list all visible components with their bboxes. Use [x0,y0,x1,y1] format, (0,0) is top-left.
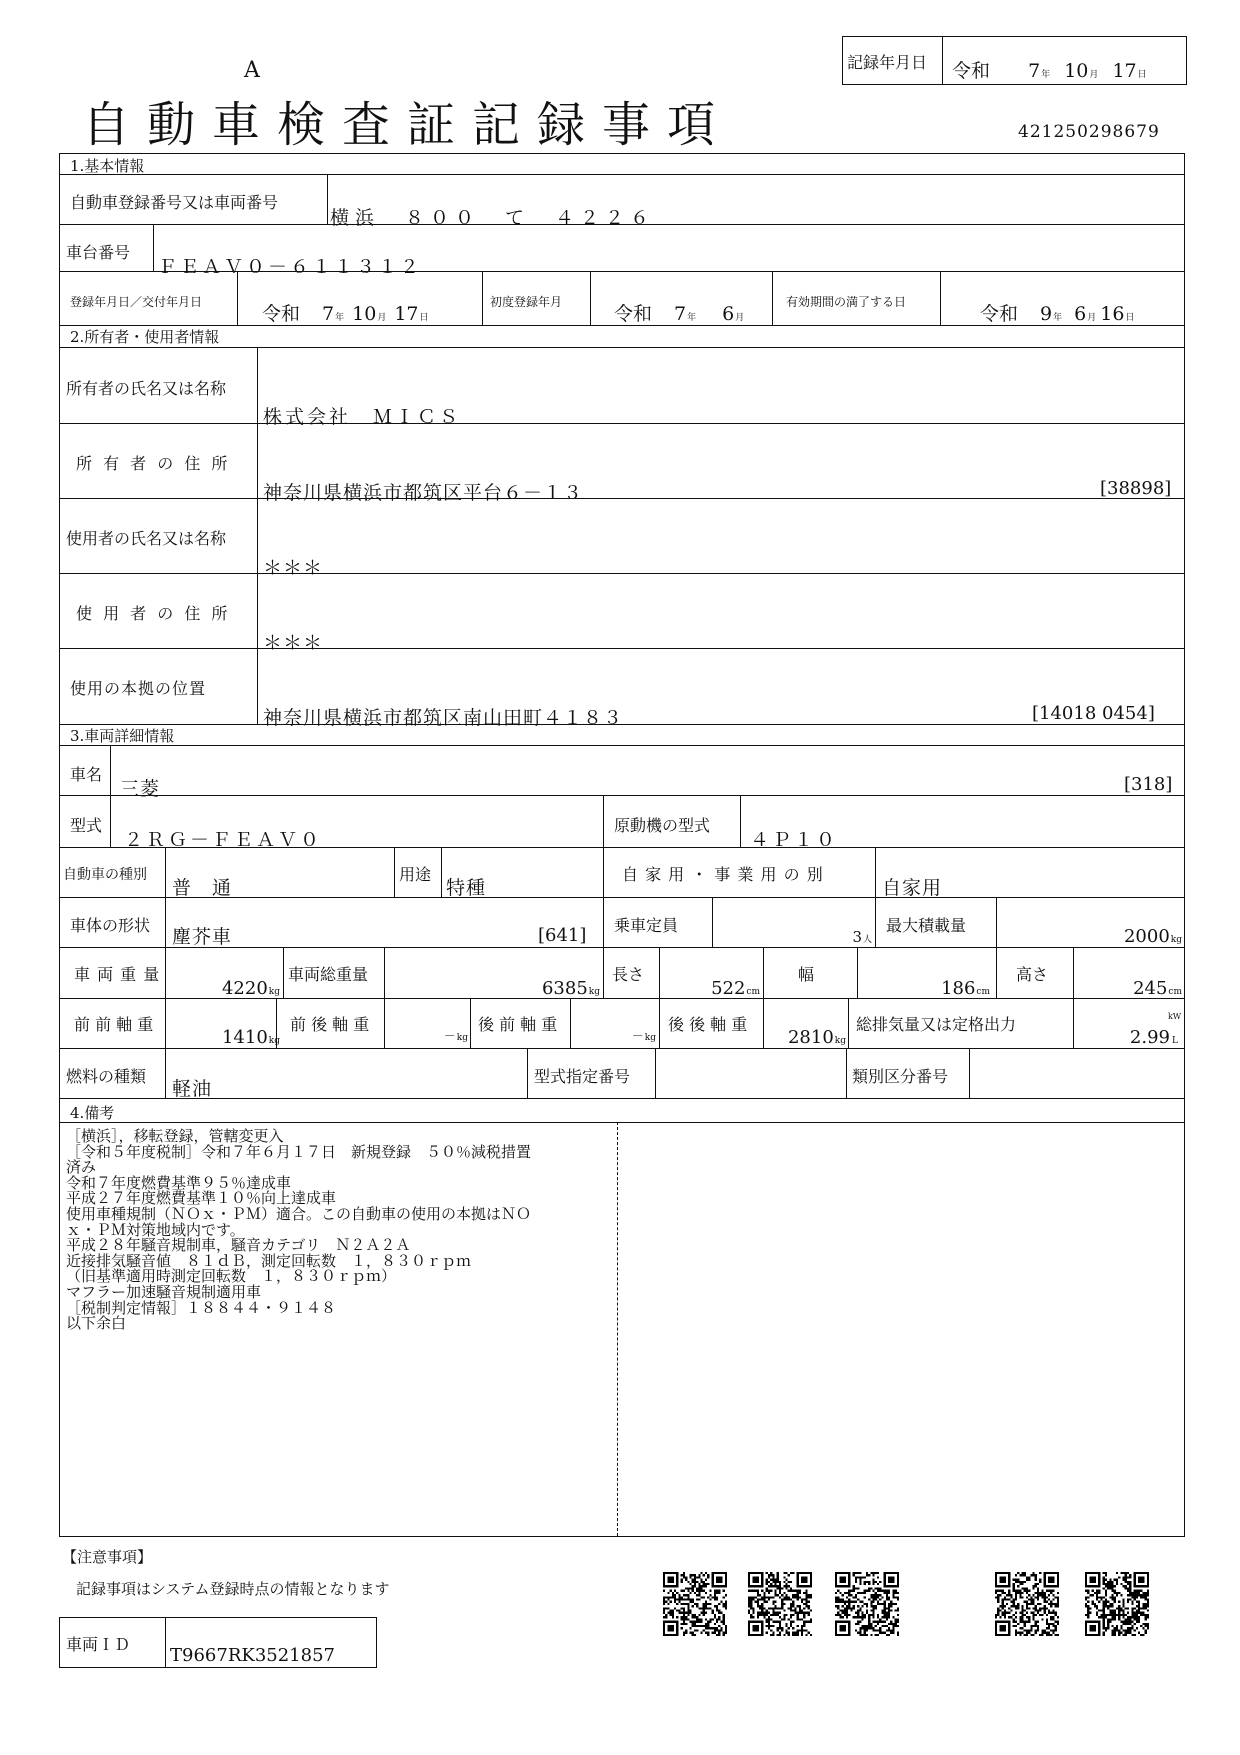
model-label: 型式 [70,816,103,835]
chassis-number: ＦＥＡＶ０－６１１３１２ [158,256,423,278]
max-load: 2000kg [1123,926,1182,947]
section-remarks: 4.備考 [70,1104,115,1122]
remark-line: （旧基準適用時測定回転数 １，８３０ｒｐｍ） [66,1267,397,1286]
base-location-label: 使用の本拠の位置 [70,679,207,698]
owner-name: 株式会社 ＭＩＣＳ [263,406,462,428]
remark-line: ［令和５年度税制］令和７年６月１７日 新規登録 ５０％減税措置 [66,1142,532,1161]
vehicle-name-code: [318] [1124,774,1173,795]
remark-line: 令和７年度燃費基準９５％達成車 [66,1173,292,1192]
rear-front-axle-label: 後 前 軸 重 [478,1015,558,1034]
width-label: 幅 [798,965,815,984]
kind-label: 自動車の種別 [63,867,147,883]
max-load-label: 最大積載量 [886,916,967,935]
model: ２ＲＧ－ＦＥＡＶ０ [124,829,323,851]
vehicle-weight: 4220kg [221,978,280,999]
remark-line: 以下余白 [66,1314,127,1333]
fuel: 軽油 [172,1078,213,1100]
remark-line: 済み [66,1158,97,1177]
reg-date-label: 登録年月日／交付年月日 [70,295,203,309]
section-vehicle-detail: 3.車両詳細情報 [70,727,175,745]
fuel-label: 燃料の種類 [66,1067,147,1086]
length-label: 長さ [612,965,645,984]
record-date-label: 記録年月日 [847,53,928,72]
displacement-unit-l: L [1172,1036,1178,1046]
engine-model-label: 原動機の型式 [614,816,711,835]
body-shape-label: 車体の形状 [70,916,151,935]
qr-code [1085,1567,1149,1641]
document-number: 421250298679 [1018,122,1160,142]
vehicle-name: 三菱 [120,778,161,800]
qr-code [995,1567,1059,1641]
remark-line: ｘ・ＰＭ対策地域内です。 [66,1220,245,1239]
length: 522cm [711,978,760,999]
remarks-text [66,1129,531,1332]
displacement-unit-kw: kW [1168,1012,1182,1021]
kind: 普 通 [172,877,233,899]
height-label: 高さ [1016,965,1049,984]
private-business: 自家用 [882,877,943,899]
displacement-label: 総排気量又は定格出力 [856,1015,1017,1034]
front-rear-axle-label: 前 後 軸 重 [290,1015,370,1034]
body-shape: 塵芥車 [172,926,233,948]
private-business-label: 自 家 用 ・ 事 業 用 の 別 [622,865,824,884]
owner-address-code: [38898] [1100,478,1172,499]
section-owner-info: 2.所有者・使用者情報 [70,328,220,346]
use: 特種 [446,877,487,899]
user-name: ＊＊＊ [263,557,324,579]
page-title: 自動車検査証記録事項 [82,97,733,153]
gross-weight: 6385kg [541,978,600,999]
front-front-axle-label: 前 前 軸 重 [74,1015,154,1034]
form-mark: A [244,58,260,83]
remark-line: 平成２７年度燃費基準１０％向上達成車 [66,1189,337,1208]
rear-rear-axle: 2810kg [787,1027,846,1048]
notes-title: 【注意事項】 [62,1548,153,1566]
displacement: 2.99 [1129,1027,1170,1048]
vehicle-id: T9667RK3521857 [170,1645,335,1666]
base-location-code: [14018 0454] [1032,703,1155,724]
capacity: 3人 [852,928,872,946]
front-rear-axle: －kg [443,1029,468,1043]
remark-line: 平成２８年騒音規制車，騒音カテゴリ Ｎ２Ａ２Ａ [66,1236,411,1255]
reg-number: 横浜 ８００ て ４２２６ [330,207,656,229]
remark-line: ［税制判定情報］１８８４４・９１４８ [66,1298,337,1317]
reg-date: 令和 7年 10月 17日 [262,303,429,325]
remarks-divider [617,1122,618,1536]
class-number-label: 類別区分番号 [852,1067,949,1086]
engine-model: ４Ｐ１０ [750,829,839,851]
owner-address-label: 所 有 者 の 住 所 [76,454,231,473]
qr-code [663,1567,727,1641]
front-front-axle: 1410kg [221,1027,280,1048]
vehicle-weight-label: 車 両 重 量 [74,965,161,984]
base-location: 神奈川県横浜市都筑区南山田町４１８３ [263,707,624,729]
chassis-label: 車台番号 [66,243,131,262]
qr-code [835,1567,899,1641]
vehicle-id-label: 車両ＩＤ [66,1635,131,1654]
user-address: ＊＊＊ [263,632,324,654]
height: 245cm [1133,978,1182,999]
reg-number-label: 自動車登録番号又は車両番号 [70,193,279,212]
expiry-date: 令和 9年 6月 16日 [980,303,1135,325]
type-approval-label: 型式指定番号 [534,1067,631,1086]
user-name-label: 使用者の氏名又は名称 [66,529,227,548]
vehicle-name-label: 車名 [70,765,103,784]
notes-text: 記録事項はシステム登録時点の情報となります [76,1580,390,1598]
capacity-label: 乗車定員 [614,916,679,935]
expiry-label: 有効期間の満了する日 [786,295,907,309]
section-basic-info: 1.基本情報 [70,157,145,175]
remark-line: 使用車種規制（ＮＯｘ・ＰＭ）適合。この自動車の使用の本拠はＮＯ [66,1204,532,1223]
user-address-label: 使 用 者 の 住 所 [76,604,231,623]
width: 186cm [941,978,990,999]
first-reg-label: 初度登録年月 [490,295,563,309]
rear-rear-axle-label: 後 後 軸 重 [668,1015,748,1034]
record-date: 令和 7年 10月 17日 [952,60,1147,82]
body-shape-code: [641] [538,925,587,946]
qr-code [748,1567,812,1641]
rear-front-axle: －kg [631,1029,656,1043]
remark-line: ［横浜］，移転登録，管轄変更入 [66,1127,284,1145]
remark-line: 近接排気騒音値 ８１ｄＢ，測定回転数 １，８３０ｒｐｍ [66,1251,472,1270]
owner-address: 神奈川県横浜市都筑区平台６－１３ [263,482,584,504]
gross-weight-label: 車両総重量 [288,965,369,984]
first-reg-date: 令和 7年 6月 [614,303,745,325]
remark-line: マフラー加速騒音規制適用車 [66,1282,262,1301]
use-label: 用途 [399,865,432,884]
owner-name-label: 所有者の氏名又は名称 [66,379,227,398]
